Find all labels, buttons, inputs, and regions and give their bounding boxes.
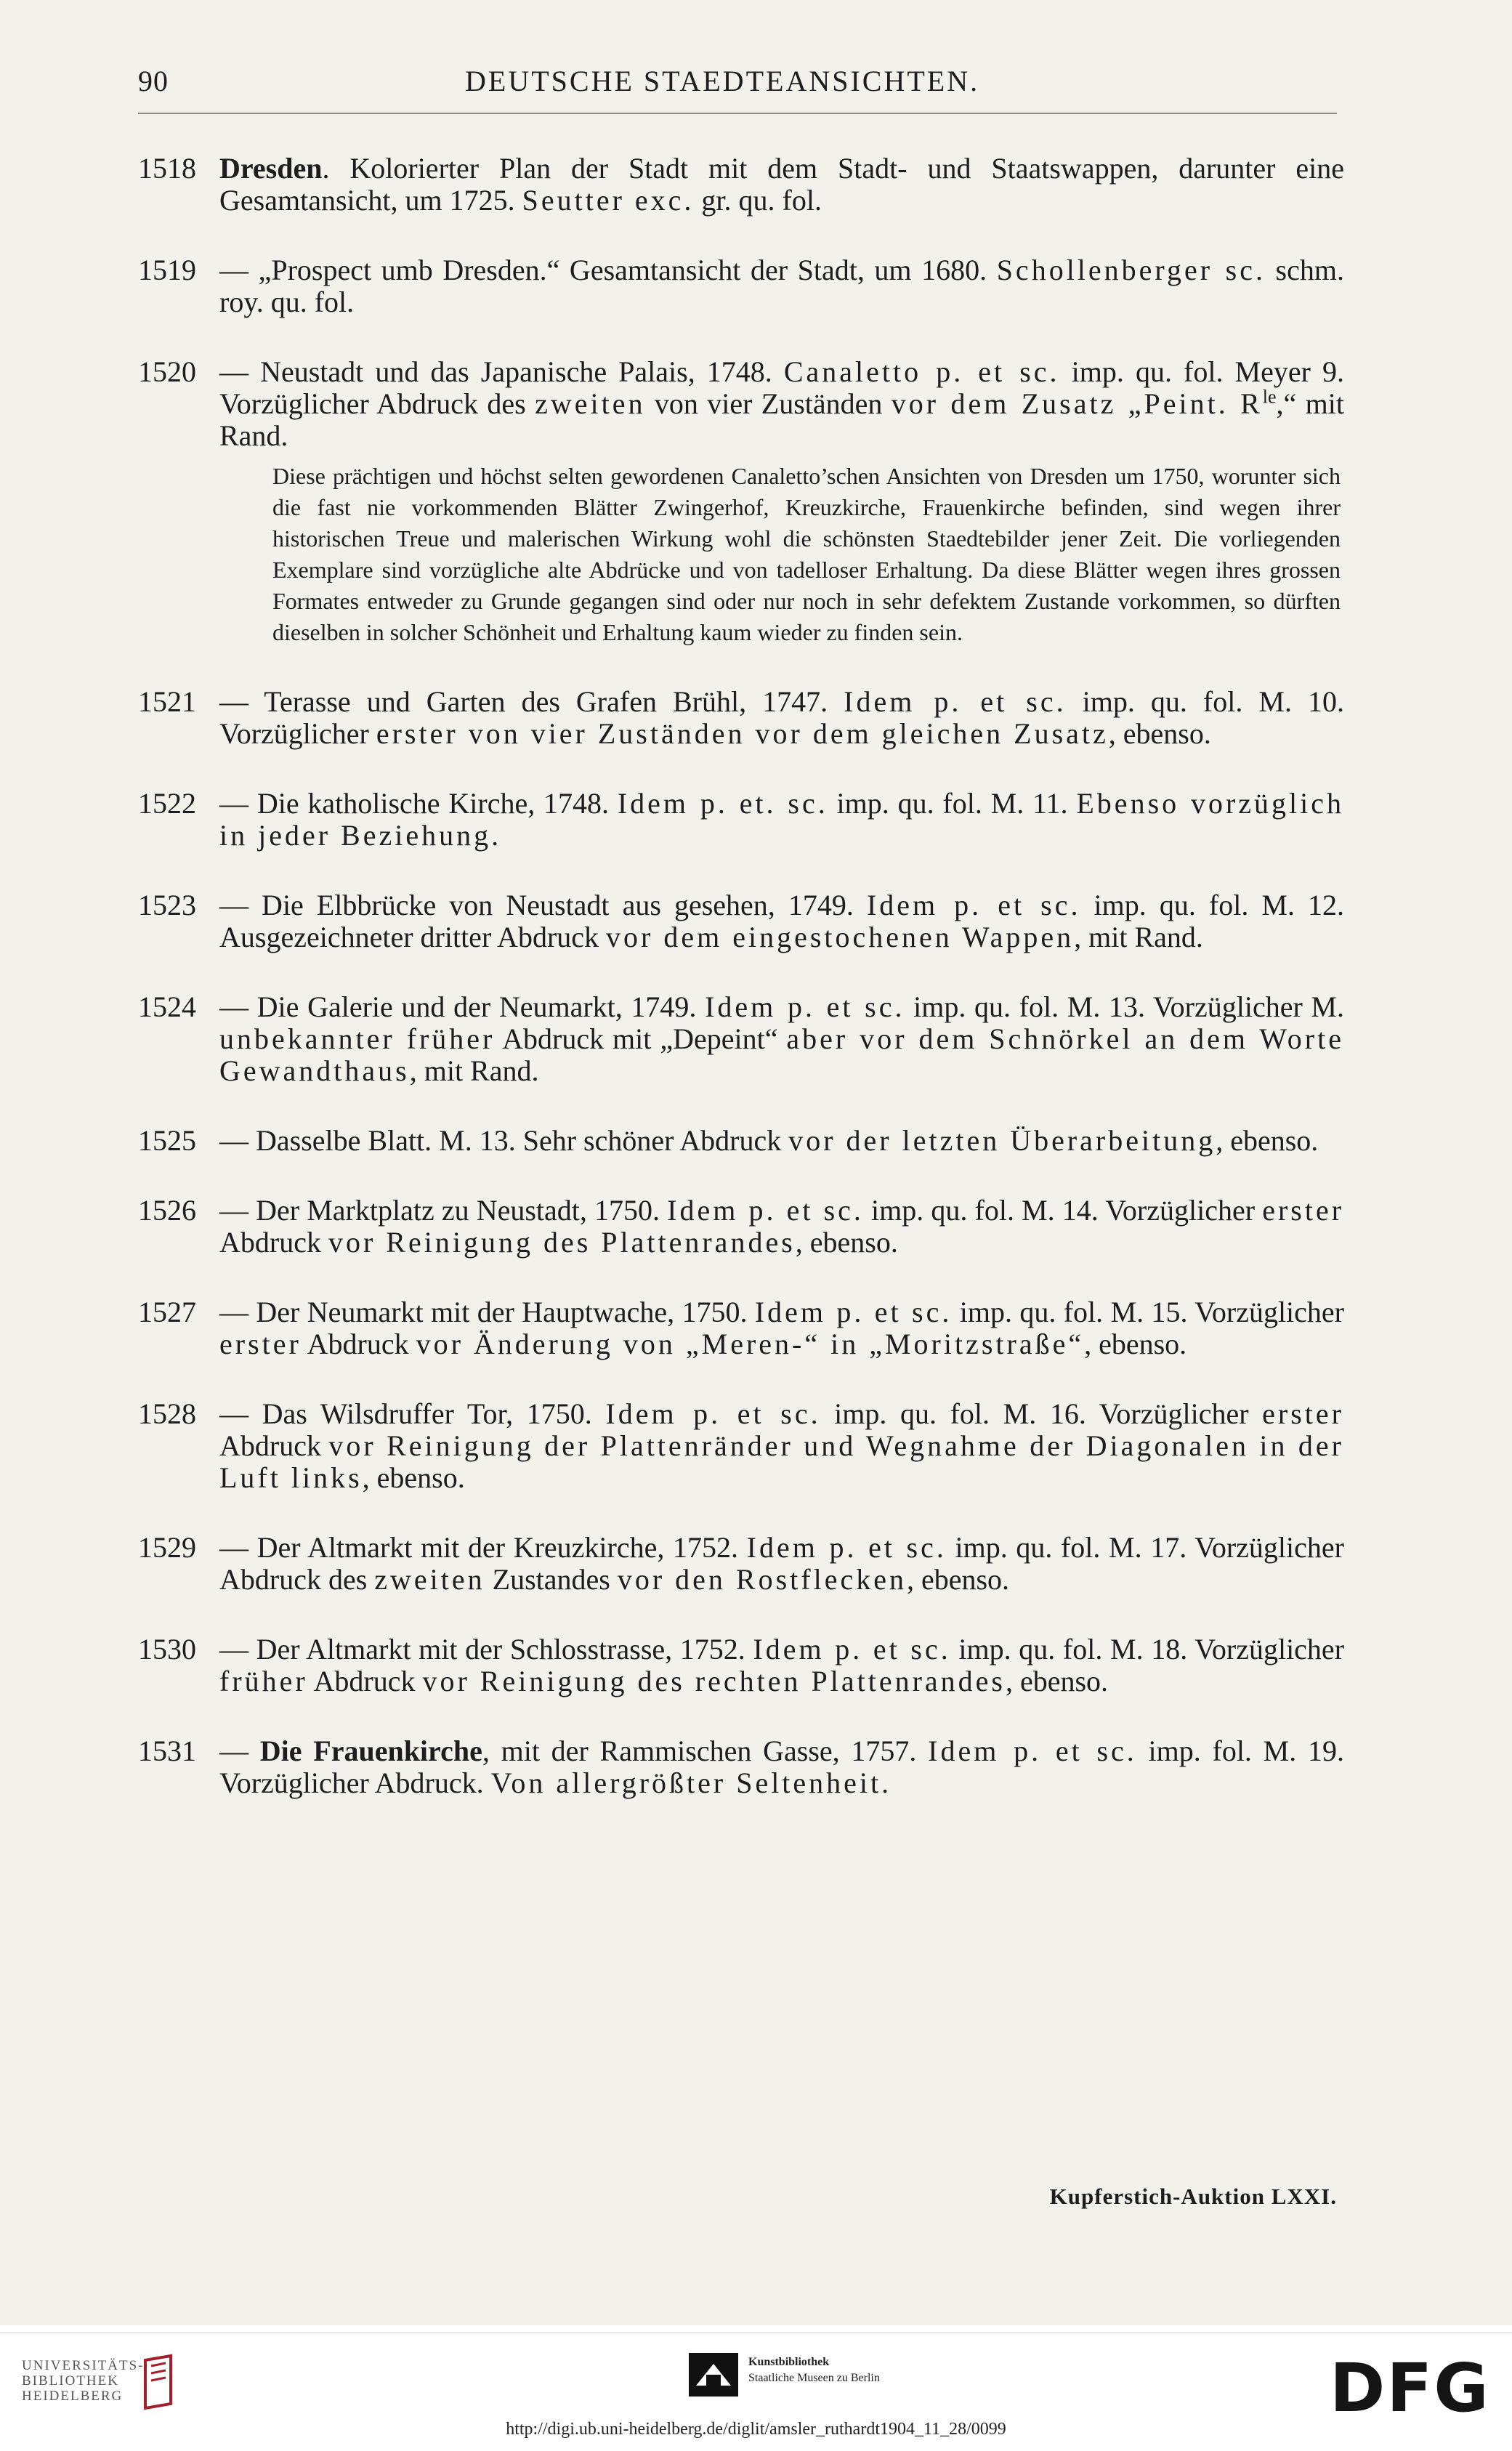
entry-desc: imp. qu. fol. M. 10. Vorzüglicher bbox=[219, 685, 1344, 750]
running-title: DEUTSCHE STAEDTEANSICHTEN. bbox=[465, 65, 980, 97]
dfg-logo[interactable]: DFG bbox=[1330, 2349, 1490, 2427]
entry-emph: erster bbox=[1262, 1397, 1344, 1430]
entry-artist: Idem p. et. sc. bbox=[617, 787, 828, 820]
entry-desc: , ebenso. bbox=[362, 1461, 465, 1494]
entry-text bbox=[219, 1735, 1344, 1799]
kunstbibliothek-title: Kunstbibliothek bbox=[748, 2356, 830, 2368]
entry-desc: Abdruck bbox=[307, 1665, 423, 1697]
entry-artist: Idem p. et sc. bbox=[844, 685, 1067, 718]
entry-desc: , ebenso. bbox=[1216, 1124, 1319, 1157]
entry-emph: vor Reinigung des Plattenrandes bbox=[328, 1226, 796, 1259]
catalog-entry bbox=[138, 1634, 1344, 1697]
catalog-entry bbox=[138, 1532, 1344, 1596]
entry-artist: Idem p. et sc. bbox=[705, 990, 905, 1023]
entry-desc: — Der Altmarkt mit der Kreuzkirche, 1752. bbox=[219, 1531, 747, 1564]
entry-artist: Seutter exc. bbox=[522, 184, 695, 217]
entry-artist: Idem p. et sc. bbox=[754, 1296, 953, 1328]
entry-number: 1530 bbox=[138, 1633, 196, 1665]
entry-number: 1522 bbox=[138, 787, 196, 820]
entry-desc: — Neustadt und das Japanische Palais, 1748. bbox=[219, 355, 784, 388]
entry-number: 1521 bbox=[138, 685, 196, 718]
entry-desc: imp. qu. fol. M. 15. Vorzüglicher bbox=[952, 1296, 1344, 1328]
entry-desc: — Der Marktplatz zu Neustadt, 1750. bbox=[219, 1194, 668, 1227]
entry-number: 1520 bbox=[138, 355, 196, 388]
entry-desc: — Die katholische Kirche, 1748. bbox=[219, 787, 618, 820]
entry-desc: — Der Neumarkt mit der Hauptwache, 1750. bbox=[219, 1296, 755, 1328]
catalog-entry bbox=[138, 1195, 1344, 1259]
entry-artist: Schollenberger sc. bbox=[996, 254, 1266, 286]
entry-artist: Canaletto p. et sc. bbox=[783, 355, 1060, 388]
entry-desc: , ebenso. bbox=[906, 1563, 1010, 1596]
entry-emph: erster von vier Zuständen vor dem gleichen Zusatz bbox=[376, 717, 1109, 750]
entry-desc: — bbox=[219, 1735, 260, 1767]
entry-desc: imp. qu. fol. M. 18. Vorzüglicher bbox=[950, 1633, 1345, 1665]
entry-desc: — Der Altmarkt mit der Schlosstrasse, 1752. bbox=[219, 1633, 753, 1665]
entry-desc: , ebenso. bbox=[1005, 1665, 1109, 1697]
entry-text bbox=[219, 686, 1344, 750]
entry-text bbox=[219, 1398, 1344, 1494]
entry-emph: zweiten bbox=[535, 387, 646, 420]
entry-emph: unbekannter früher bbox=[219, 1022, 496, 1055]
entry-desc: imp. qu. fol. M. 16. Vorzüglicher bbox=[820, 1397, 1263, 1430]
kunstbibliothek-name bbox=[748, 2354, 880, 2386]
entry-number: 1519 bbox=[138, 254, 196, 286]
entry-place: Die Frauenkirche bbox=[259, 1735, 482, 1767]
entry-desc: Abdruck bbox=[301, 1328, 416, 1360]
entry-emph: vor Reinigung des rechten Plattenrandes bbox=[422, 1665, 1006, 1697]
entry-text bbox=[219, 788, 1344, 852]
entry-desc: mit Rand. bbox=[219, 387, 1345, 452]
entry-text bbox=[219, 1195, 1344, 1259]
entry-desc: — Terasse und Garten des Grafen Brühl, 1747. bbox=[219, 685, 844, 718]
entry-desc: , mit Rand. bbox=[409, 1054, 539, 1087]
entry-place: Dresden bbox=[219, 152, 323, 185]
entry-artist: Idem p. et sc. bbox=[667, 1194, 864, 1227]
entry-emph: erster bbox=[219, 1328, 302, 1360]
entry-desc: — Die Elbbrücke von Neustadt aus gesehen, 1749. bbox=[219, 889, 867, 921]
entry-text bbox=[219, 153, 1344, 217]
entry-text bbox=[219, 1296, 1344, 1360]
entry-desc: , mit der Rammischen Gasse, 1757. bbox=[482, 1735, 929, 1767]
entry-artist: Idem p. et sc. bbox=[605, 1397, 821, 1430]
entry-emph: erster bbox=[1262, 1194, 1345, 1227]
entry-desc: imp. qu. fol. M. 12. Ausgezeichneter dritter Abdruck bbox=[219, 889, 1345, 953]
entry-number: 1525 bbox=[138, 1124, 196, 1157]
entry-format: gr. qu. fol. bbox=[694, 184, 822, 217]
entry-desc: Abdruck bbox=[219, 1226, 328, 1259]
entry-emph: vor Reinigung der Plattenränder und Wegnahme der Diagonalen in der Luft links bbox=[219, 1429, 1344, 1494]
entry-artist: Idem p. et sc. bbox=[866, 889, 1081, 921]
entry-desc: imp. qu. fol. Meyer 9. Vorzüglicher Abdruck des bbox=[219, 355, 1344, 420]
entry-desc: , mit Rand. bbox=[1074, 921, 1203, 953]
entry-emph: früher bbox=[219, 1665, 308, 1697]
entry-emph: Von allergrößter Seltenheit. bbox=[490, 1766, 892, 1799]
auction-footer: Kupferstich-Auktion LXXI. bbox=[1049, 2184, 1337, 2209]
catalog-entry bbox=[138, 254, 1344, 318]
entry-text bbox=[219, 1125, 1344, 1157]
catalog-entry bbox=[138, 1398, 1344, 1494]
entry-emph: zweiten bbox=[374, 1563, 485, 1596]
entry-emph: aber vor dem Schnörkel an dem Worte Gewandthaus bbox=[219, 1022, 1344, 1087]
catalog-entry bbox=[138, 991, 1344, 1087]
entry-desc: ,“ bbox=[1276, 387, 1297, 420]
entry-emph: vor der letzten Überarbeitung bbox=[788, 1124, 1216, 1157]
entry-emph: vor den Rostflecken bbox=[617, 1563, 907, 1596]
header-rule bbox=[138, 113, 1337, 114]
entry-emph: vor Änderung von „Meren-“ in „Moritzstraße“ bbox=[416, 1328, 1085, 1360]
entry-desc: — Das Wilsdruffer Tor, 1750. bbox=[219, 1397, 606, 1430]
entry-text bbox=[219, 889, 1344, 953]
university-line: BIBLIOTHEK bbox=[22, 2373, 119, 2389]
catalog-entry bbox=[138, 356, 1344, 648]
entry-superscript: le bbox=[1262, 386, 1277, 408]
university-line: UNIVERSITÄTS- bbox=[22, 2358, 145, 2373]
entry-desc: — „Prospect umb Dresden.“ Gesamtansicht der Stadt, um 1680. bbox=[219, 254, 997, 286]
entry-desc: Abdruck mit „Depeint“ bbox=[495, 1022, 787, 1055]
catalog-entry bbox=[138, 788, 1344, 852]
entry-number: 1526 bbox=[138, 1194, 196, 1227]
source-url[interactable]: http://digi.ub.uni-heidelberg.de/diglit/amsler_ruthardt1904_11_28/0099 bbox=[506, 2420, 1006, 2439]
entry-desc: — Die Galerie und der Neumarkt, 1749. bbox=[219, 990, 706, 1023]
entry-number: 1528 bbox=[138, 1397, 196, 1430]
entry-desc: . Kolorierter Plan der Stadt mit dem Stadt- und Staatswappen, darunter eine Gesamtansicht, um 1725. bbox=[219, 152, 1344, 217]
entry-text bbox=[219, 254, 1344, 318]
entry-number: 1531 bbox=[138, 1735, 196, 1767]
entry-desc: , ebenso. bbox=[795, 1226, 898, 1259]
kunstbibliothek-logo-icon[interactable] bbox=[689, 2353, 738, 2397]
entry-emph: Ebenso vorzüglich in jeder Beziehung. bbox=[219, 787, 1345, 852]
entry-artist: Idem p. et sc. bbox=[746, 1531, 947, 1564]
page-header bbox=[138, 64, 1337, 108]
entry-number: 1523 bbox=[138, 889, 196, 921]
catalog-entry bbox=[138, 1735, 1344, 1799]
entry-artist: Idem p. et sc. bbox=[928, 1735, 1137, 1767]
catalog-entry bbox=[138, 153, 1344, 217]
entry-desc: — Dasselbe Blatt. M. 13. Sehr schöner Abdruck bbox=[219, 1124, 789, 1157]
catalog-entry bbox=[138, 889, 1344, 953]
entry-desc: imp. qu. fol. M. 11. bbox=[828, 787, 1077, 820]
entry-text bbox=[219, 356, 1344, 452]
entry-number: 1529 bbox=[138, 1531, 196, 1564]
entry-desc: imp. fol. M. 19. Vorzüglicher Abdruck. bbox=[219, 1735, 1344, 1799]
entry-desc: Abdruck bbox=[219, 1429, 329, 1462]
entry-format: schm. roy. qu. fol. bbox=[219, 254, 1344, 318]
entry-desc: , ebenso. bbox=[1108, 717, 1211, 750]
entry-desc: imp. qu. fol. M. 17. Vorzüglicher Abdruck des bbox=[219, 1531, 1344, 1596]
entry-text bbox=[219, 1634, 1344, 1697]
entry-desc: Zustandes bbox=[485, 1563, 618, 1596]
university-line: HEIDELBERG bbox=[22, 2389, 124, 2404]
entry-note: Diese prächtigen und höchst selten gewordenen Canaletto’schen Ansichten von Dresden um 1750, worunter sich die fast nie vorkommenden Blätter Zwingerhof, Kreuzkirche, Frauenkirche befinden, sind wegen ihrer historischen Treue und malerischen Wirkung wohl die schönsten Staedtebilder jener Zeit. Die vorliegenden Exemplare sind vorzügliche alte Abdrücke und von tadelloser Erhaltung. Da diese Blätter wegen ihres grossen Formates entweder zu Grunde gegangen sind oder nur noch in sehr defektem Zustande vorkommen, so dürften dieselben in solcher Schönheit und Erhaltung kaum wieder zu finden sein. bbox=[272, 463, 1341, 645]
entry-desc: , ebenso. bbox=[1084, 1328, 1187, 1360]
university-library-name[interactable] bbox=[22, 2358, 145, 2404]
entry-emph: vor dem Zusatz „Peint. R bbox=[891, 387, 1263, 420]
entry-desc: imp. qu. fol. M. 14. Vorzüglicher bbox=[863, 1194, 1263, 1227]
entry-desc: von vier Zuständen bbox=[645, 387, 892, 420]
entry-emph: vor dem eingestochenen Wappen bbox=[606, 921, 1075, 953]
entry-text bbox=[219, 1532, 1344, 1596]
entry-text bbox=[219, 991, 1344, 1087]
entry-number: 1518 bbox=[138, 152, 196, 185]
catalog-entry bbox=[138, 686, 1344, 750]
kunstbibliothek-subtitle: Staatliche Museen zu Berlin bbox=[748, 2372, 880, 2384]
page-number: 90 bbox=[138, 65, 169, 97]
entry-desc: imp. qu. fol. M. 13. Vorzüglicher M. bbox=[905, 990, 1345, 1023]
entry-artist: Idem p. et sc. bbox=[753, 1633, 951, 1665]
entry-number: 1524 bbox=[138, 990, 196, 1023]
university-library-logo-icon[interactable] bbox=[138, 2353, 182, 2411]
catalog-entry bbox=[138, 1125, 1344, 1157]
catalog-entry bbox=[138, 1296, 1344, 1360]
catalog-entries bbox=[138, 153, 1344, 1837]
entry-number: 1527 bbox=[138, 1296, 196, 1328]
